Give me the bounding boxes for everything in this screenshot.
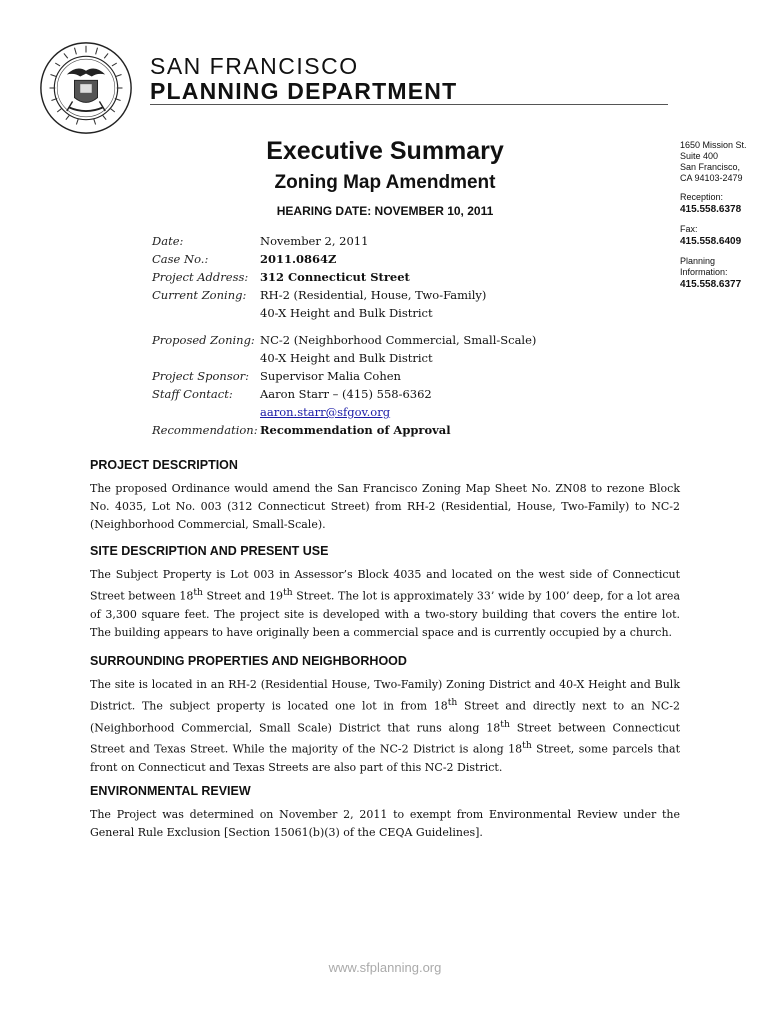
reception-number: 415.558.6378 <box>680 204 742 215</box>
meta-row-current-zoning <box>152 286 536 304</box>
meta-row-recommendation <box>152 421 536 439</box>
meta-row-email <box>152 403 536 421</box>
city-seal-logo <box>38 40 134 136</box>
meta-date: November 2, 2011 <box>260 234 369 248</box>
section-heading: SITE DESCRIPTION AND PRESENT USE <box>90 544 329 558</box>
address-line: CA 94103-2479 <box>680 173 743 183</box>
hearing-date: HEARING DATE: NOVEMBER 10, 2011 <box>276 204 494 218</box>
meta-sponsor: Supervisor Malia Cohen <box>260 369 401 383</box>
meta-label: Case No.: <box>152 252 209 266</box>
meta-current-height: 40-X Height and Bulk District <box>260 306 433 320</box>
meta-row-proposed-zoning <box>152 331 536 349</box>
org-department: PLANNING DEPARTMENT <box>150 78 458 104</box>
section-heading: PROJECT DESCRIPTION <box>90 458 238 472</box>
section-body: The site is located in an RH-2 (Residential House, Two-Family) Zoning District and 40-X Height and Bulk District. The subject property is located one lot in from 18th Street and directly next to an NC-2 (Neighborhood Commercial, Small Scale) District that runs along 18th Street between Connecticut Street and Texas Street. While the majority of the NC-2 District is along 18th Street, some parcels that front on Connecticut and Texas Streets are also part of this NC-2 District. <box>90 678 681 774</box>
org-city: SAN FRANCISCO <box>150 53 359 79</box>
meta-project-address: 312 Connecticut Street <box>260 270 410 284</box>
meta-staff-contact: Aaron Starr – (415) 558-6362 <box>260 387 432 401</box>
section-body: The proposed Ordinance would amend the San Francisco Zoning Map Sheet No. ZN08 to rezone Block No. 4035, Lot No. 003 (312 Connecticut Street) from RH-2 (Residential, House, Two-Family) to NC-2 (Neighborhood Commercial, Small-Scale). <box>90 482 680 531</box>
meta-label: Staff Contact: <box>152 387 233 401</box>
meta-label: Recommendation: <box>152 423 258 437</box>
meta-row-date <box>152 232 536 250</box>
footer-url: www.sfplanning.org <box>328 960 442 975</box>
fax-number: 415.558.6409 <box>680 236 742 247</box>
meta-case-number: 2011.0864Z <box>260 252 337 266</box>
title-block <box>240 134 530 220</box>
planning-number: 415.558.6377 <box>680 279 742 290</box>
meta-row-staff <box>152 385 536 403</box>
section-project-description <box>90 456 680 534</box>
planning-label-2: Information: <box>680 267 728 277</box>
case-metadata <box>152 232 536 439</box>
meta-label: Current Zoning: <box>152 288 247 302</box>
meta-proposed-zoning: NC-2 (Neighborhood Commercial, Small-Scale) <box>260 333 537 347</box>
meta-label: Proposed Zoning: <box>152 333 255 347</box>
section-surrounding <box>90 652 680 777</box>
document-subtitle: Zoning Map Amendment <box>274 172 496 193</box>
meta-row-current-height <box>152 304 536 322</box>
section-heading: SURROUNDING PROPERTIES AND NEIGHBORHOOD <box>90 654 407 668</box>
section-environmental-review <box>90 782 680 842</box>
address-line: Suite 400 <box>680 151 719 161</box>
organization-name <box>150 54 457 104</box>
section-heading: ENVIRONMENTAL REVIEW <box>90 784 251 798</box>
meta-label: Project Sponsor: <box>152 369 250 383</box>
staff-email-link[interactable]: aaron.starr@sfgov.org <box>260 405 391 419</box>
meta-proposed-height: 40-X Height and Bulk District <box>260 351 433 365</box>
planning-label: Planning <box>680 256 716 266</box>
meta-label: Project Address: <box>152 270 249 284</box>
meta-row-case <box>152 250 536 268</box>
reception-label: Reception: <box>680 192 724 202</box>
meta-row-sponsor <box>152 367 536 385</box>
meta-row-proposed-height <box>152 349 536 367</box>
meta-recommendation: Recommendation of Approval <box>260 423 451 437</box>
header-divider <box>150 104 668 105</box>
contact-sidebar <box>680 140 768 291</box>
fax-label: Fax: <box>680 224 698 234</box>
document-title: Executive Summary <box>266 137 504 165</box>
address-line: 1650 Mission St. <box>680 140 747 150</box>
section-body: The Project was determined on November 2, 2011 to exempt from Environmental Review under the General Rule Exclusion [Section 15061(b)(3) of the CEQA Guidelines]. <box>90 808 680 839</box>
meta-label: Date: <box>152 234 184 248</box>
address-line: San Francisco, <box>680 162 741 172</box>
section-site-description <box>90 542 680 642</box>
section-body: The Subject Property is Lot 003 in Assessor’s Block 4035 and located on the west side of Connecticut Street between 18th Street and 19th Street. The lot is approximately 33’ wide by 100’ deep, for a lot area of 3,300 square feet. The project site is developed with a two-story building that covers the entire lot. The building appears to have originally been a commercial space and is currently occupied by a church. <box>90 568 681 639</box>
meta-row-address <box>152 268 536 286</box>
meta-current-zoning: RH-2 (Residential, House, Two-Family) <box>260 288 487 302</box>
